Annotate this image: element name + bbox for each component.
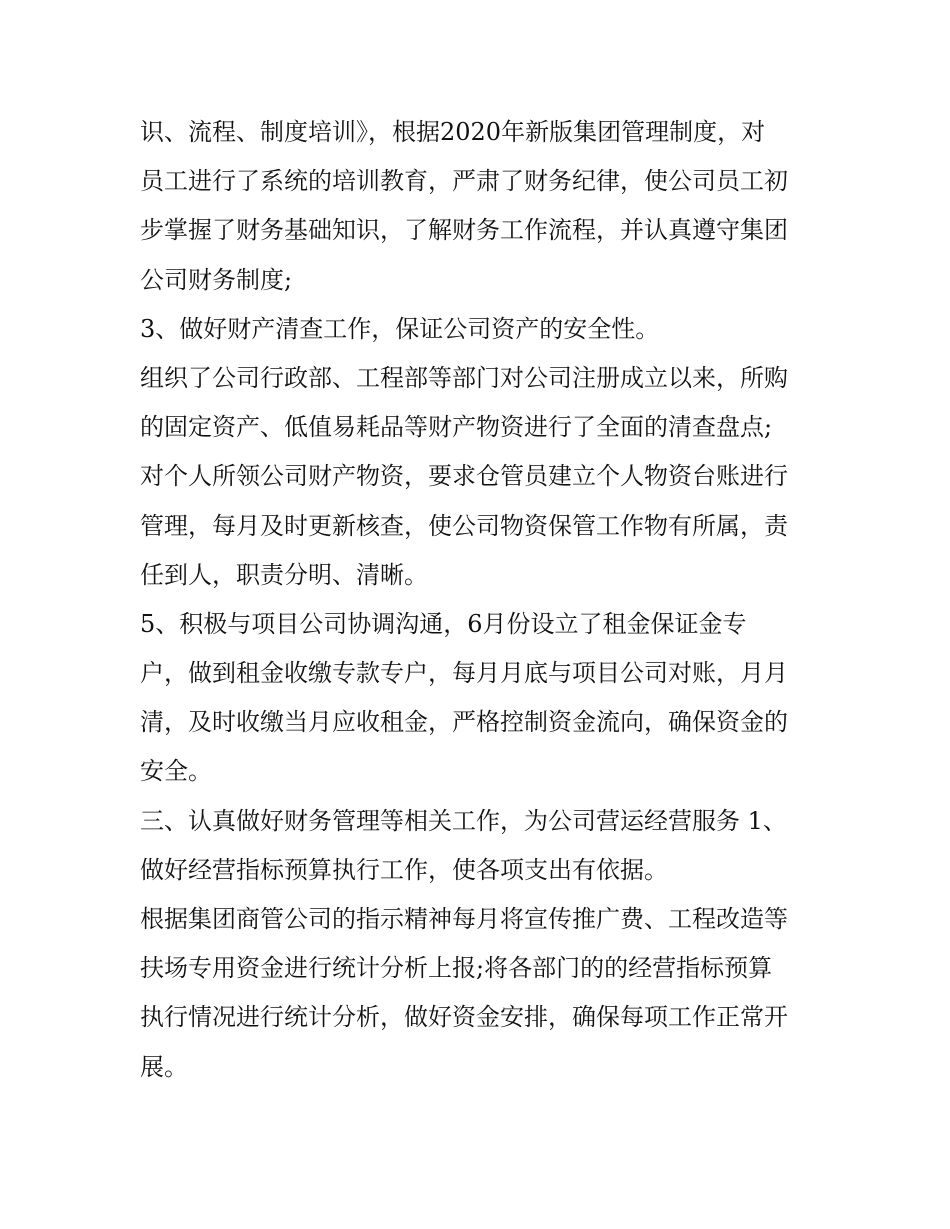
section-heading-three: 三、认真做好财务管理等相关工作，为公司营运经营服务 1、 [140,806,787,835]
text-line-2: 员工进行了系统的培训教育，严肃了财务纪律，使公司员工初 [140,167,788,196]
text-line-13: 清，及时收缴当月应收租金，严格控制资金流向，确保资金的 [140,708,788,737]
text-line-19: 执行情况进行统计分析，做好资金安排，确保每项工作正常开 [140,1003,788,1032]
text-line-8: 对个人所领公司财产物资，要求仓管员建立个人物资台账进行 [140,462,788,491]
text-line-3: 步掌握了财务基础知识，了解财务工作流程，并认真遵守集团 [140,216,788,245]
text-line-6: 组织了公司行政部、工程部等部门对公司注册成立以来，所购 [140,363,788,392]
document-body-text [140,108,820,1092]
text-line-18: 扶场专用资金进行统计分析上报;将各部门的的经营指标预算 [140,954,773,983]
text-line-12: 户，做到租金收缴专款专户，每月月底与项目公司对账，月月 [140,659,788,688]
text-line-1: 识、流程、制度培训》，根据2020年新版集团管理制度，对 [140,118,766,146]
text-line-9: 管理，每月及时更新核查，使公司物资保管工作物有所属，责 [140,511,788,540]
text-line-17: 根据集团商管公司的指示精神每月将宣传推广费、工程改造等 [140,905,788,933]
section-heading-3: 3、做好财产清查工作，保证公司资产的安全性。 [140,314,660,343]
text-line-20: 展。 [140,1052,188,1081]
text-line-16: 做好经营指标预算执行工作，使各项支出有依据。 [140,855,668,884]
text-line-14: 安全。 [140,757,212,786]
text-line-10: 任到人，职责分明、清晰。 [140,560,428,589]
text-line-4: 公司财务制度; [140,265,293,294]
text-line-7: 的固定资产、低值易耗品等财产物资进行了全面的清查盘点; [140,413,773,442]
section-heading-5: 5、积极与项目公司协调沟通，6月份设立了租金保证金专 [140,609,747,638]
